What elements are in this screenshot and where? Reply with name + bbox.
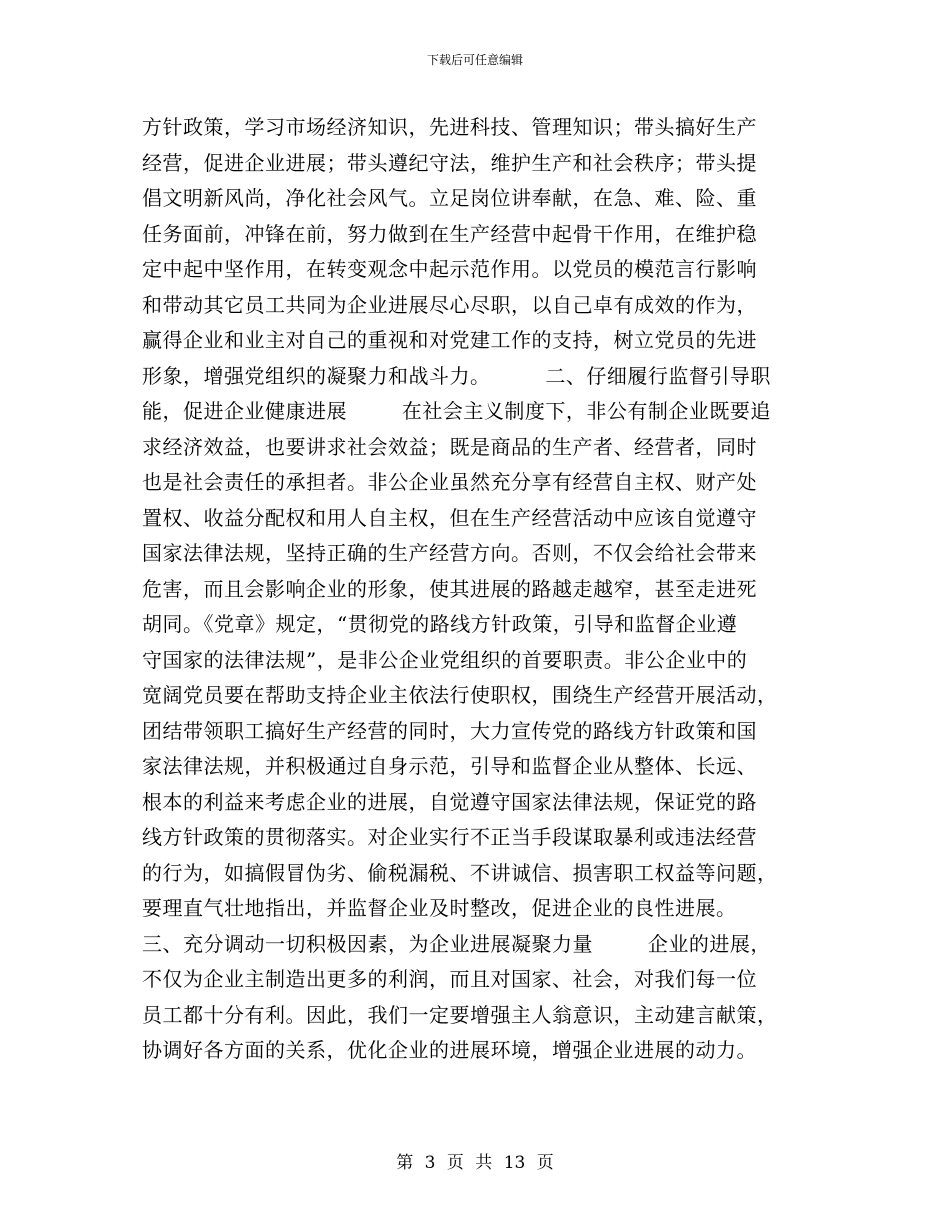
body-line: 求经济效益，也要讲求社会效益；既是商品的生产者、经营者，同时 xyxy=(142,434,757,459)
page-header-note: 下载后可任意编辑 xyxy=(426,53,523,67)
document-body xyxy=(142,110,822,1069)
body-line: 根本的利益来考虑企业的进展，自觉遵守国家法律法规，保证党的路 xyxy=(142,789,757,814)
body-line: 赢得企业和业主对自己的重视和对党建工作的支持，树立党员的先进 xyxy=(142,328,757,352)
body-line: 线方针政策的贯彻落实。对企业实行不正当手段谋取暴利或违法经营 xyxy=(142,825,757,849)
body-line: 家法律法规，并积极通过自身示范，引导和监督企业从整体、长远、 xyxy=(142,754,757,778)
body-line: 置权、收益分配权和用人自主权，但在生产经营活动中应该自觉遵守 xyxy=(142,505,757,530)
body-line: 也是社会责任的承担者。非公企业虽然充分享有经营自主权、财产处 xyxy=(142,470,757,494)
body-line: 倡文明新风尚，净化社会风气。立足岗位讲奉献，在急、难、险、重 xyxy=(142,186,757,210)
body-line: 危害，而且会影响企业的形象，使其进展的路越走越窄，甚至走进死 xyxy=(142,576,757,601)
body-line: 协调好各方面的关系，优化企业的进展环境，增强企业进展的动力。 xyxy=(142,1038,757,1062)
body-line: 方针政策，学习市场经济知识，先进科技、管理知识；带头搞好生产 xyxy=(142,115,757,139)
body-line: 不仅为企业主制造出更多的利润，而且对国家、社会，对我们每一位 xyxy=(142,967,757,991)
body-line: 胡同。《党章》规定，“贯彻党的路线方针政策，引导和监督企业遵 xyxy=(142,612,738,636)
body-line: 和带动其它员工共同为企业进展尽心尽职，以自己卓有成效的作为， xyxy=(142,292,757,317)
body-line: 员工都十分有利。因此，我们一定要增强主人翁意识，主动建言献策， xyxy=(142,1002,778,1027)
body-line: 守国家的法律法规”，是非公企业党组织的首要职责。非公企业中的 xyxy=(142,647,748,672)
page-number-footer: 第 3 页 共 13 页 xyxy=(396,1153,554,1173)
body-line: 要理直气壮地指出，并监督企业及时整改，促进企业的良性进展。 xyxy=(142,896,737,920)
body-line: 国家法律法规，坚持正确的生产经营方向。否则，不仅会给社会带来 xyxy=(142,541,757,565)
body-line: 的行为，如搞假冒伪劣、偷税漏税、不讲诚信、损害职工权益等问题， xyxy=(142,860,778,885)
body-line: 定中起中坚作用，在转变观念中起示范作用。以党员的模范言行影响 xyxy=(142,257,757,281)
body-line: 任务面前，冲锋在前，努力做到在生产经营中起骨干作用，在维护稳 xyxy=(142,221,757,246)
body-line: 能，促进企业健康进展 在社会主义制度下，非公有制企业既要追 xyxy=(142,399,771,423)
body-line: 团结带领职工搞好生产经营的同时，大力宣传党的路线方针政策和国 xyxy=(142,718,757,743)
body-line: 三、充分调动一切积极因素，为企业进展凝聚力量 企业的进展， xyxy=(142,931,771,956)
body-line: 宽阔党员要在帮助支持企业主依法行使职权，围绕生产经营开展活动， xyxy=(142,683,778,707)
body-line: 经营，促进企业进展；带头遵纪守法，维护生产和社会秩序；带头提 xyxy=(142,150,757,175)
body-line: 形象，增强党组织的凝聚力和战斗力。 二、仔细履行监督引导职 xyxy=(142,363,771,388)
